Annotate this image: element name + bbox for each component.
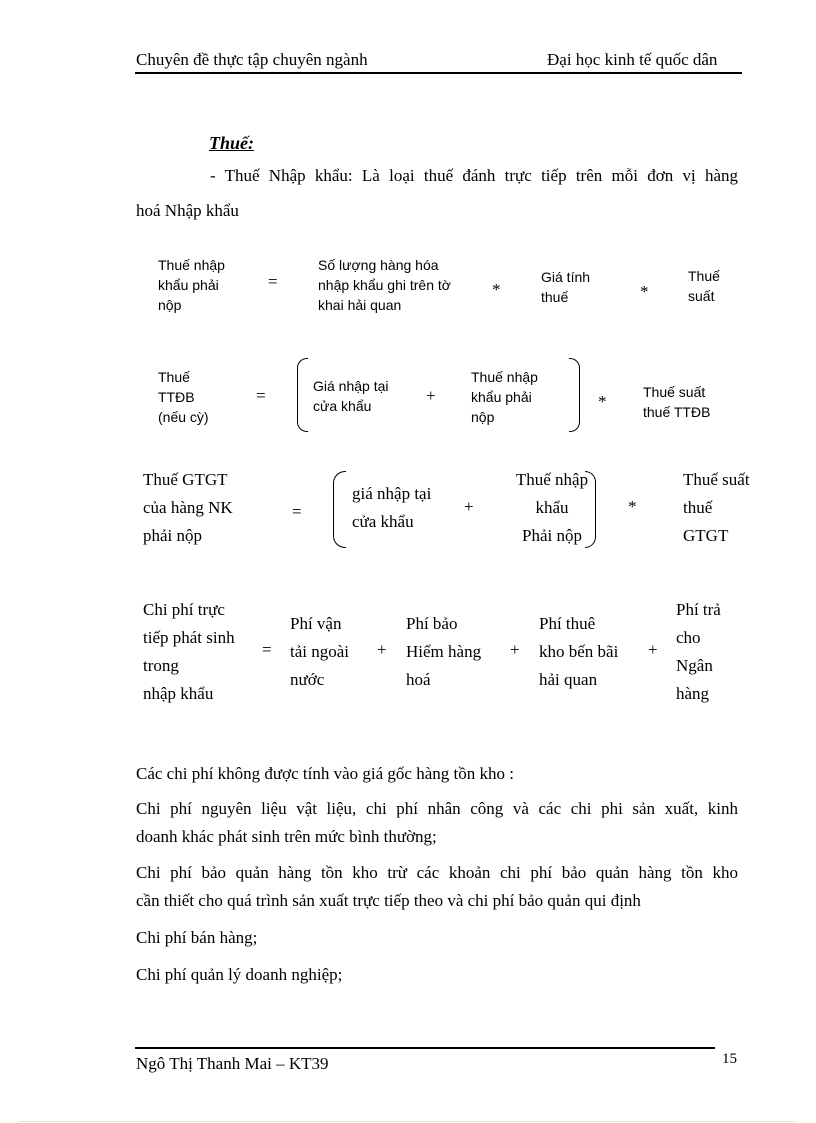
paragraph-admin-cost: Chi phí quản lý doanh nghiệp; [136, 965, 343, 984]
intro-line-2: hoá Nhập khẩu [136, 201, 239, 220]
paragraph-storage-line-1: Chi phí bảo quản hàng tồn kho trừ các khoản chi phí bảo quản hàng tồn kho [136, 863, 738, 882]
page-edge [20, 1121, 796, 1122]
footer-author: Ngô Thị Thanh Mai – KT39 [136, 1054, 329, 1073]
f4-term-insurance: Phí bảo Hiểm hàng hoá [406, 614, 482, 689]
f1-term-quantity: Số lượng hàng hóa nhập khẩu ghi trên tờ khai hải quan [318, 257, 451, 313]
f4-term-transport: Phí vận tải ngoài nước [290, 614, 350, 689]
paragraph-materials-line-1: Chi phí nguyên liệu vật liệu, chi phí nhân công và các chi phi sản xuất, kinh [136, 799, 738, 818]
f3-equals: = [292, 502, 302, 521]
f3-term-import-tax: Thuế nhập khẩu Phải nộp [515, 470, 589, 545]
f4-plus-2: + [510, 640, 520, 659]
header-rule [135, 72, 742, 74]
paragraph-materials-line-2: doanh khác phát sinh trên mức bình thường; [136, 827, 437, 846]
f2-lhs: Thuế TTĐB (nếu cỳ) [158, 369, 209, 425]
f1-multiply-2: * [640, 282, 649, 301]
f3-lhs: Thuế GTGT của hàng NK phải nộp [143, 470, 233, 545]
f3-multiply: * [628, 497, 637, 516]
f4-lhs: Chi phí trực tiếp phát sinh trong nhập khẩu [143, 600, 235, 703]
f4-equals: = [262, 640, 272, 659]
header-right: Đại học kinh tế quốc dân [547, 50, 718, 69]
f1-equals: = [268, 272, 278, 291]
paragraph-excluded-costs: Các chi phí không được tính vào giá gốc hàng tồn kho : [136, 764, 514, 783]
f1-term-tax-rate: Thuế suất [688, 268, 720, 304]
f2-bracket-left [297, 358, 308, 432]
f3-bracket-right [585, 471, 596, 548]
f3-plus: + [464, 497, 474, 516]
section-title: Thuế: [209, 133, 254, 153]
f1-term-taxable-price: Giá tính thuế [541, 269, 591, 305]
f2-equals: = [256, 386, 266, 405]
f2-term-ttdb-rate: Thuế suất thuế TTĐB [643, 384, 711, 420]
f1-multiply-1: * [492, 280, 501, 299]
f2-term-import-tax: Thuế nhập khẩu phải nộp [471, 369, 538, 425]
header-left: Chuyên đề thực tập chuyên ngành [136, 50, 368, 69]
intro-line-1: - Thuế Nhập khẩu: Là loại thuế đánh trực tiếp trên mỗi đơn vị hàng [210, 166, 738, 185]
footer-rule [135, 1047, 715, 1049]
paragraph-selling-cost: Chi phí bán hàng; [136, 928, 258, 947]
f3-term-vat-rate: Thuế suất thuế GTGT [683, 470, 750, 545]
paragraph-storage-line-2: cần thiết cho quá trình sản xuất trực tiếp theo và chi phí bảo quản qui định [136, 891, 641, 910]
f2-bracket-right [569, 358, 580, 432]
f4-term-bank-fee: Phí trả cho Ngân hàng [676, 600, 721, 703]
f4-plus-1: + [377, 640, 387, 659]
f2-plus: + [426, 386, 436, 405]
f3-bracket-left [333, 471, 346, 548]
page-number: 15 [722, 1051, 737, 1067]
f1-lhs: Thuế nhập khẩu phải nộp [158, 257, 225, 313]
f2-term-import-price: Giá nhập tại cửa khẩu [313, 378, 389, 414]
f2-multiply: * [598, 392, 607, 411]
f3-term-import-price: giá nhập tại cửa khẩu [352, 484, 432, 531]
f4-term-warehouse: Phí thuê kho bến bãi hải quan [539, 614, 619, 689]
f4-plus-3: + [648, 640, 658, 659]
